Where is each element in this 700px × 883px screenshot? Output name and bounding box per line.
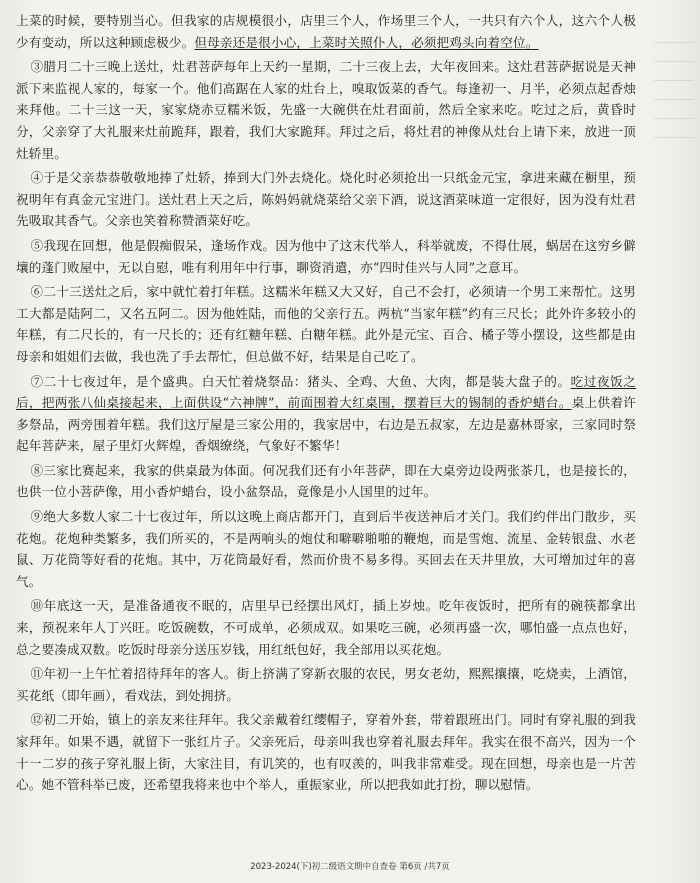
article-body xyxy=(16,10,636,796)
paragraph-text: ⑤我现在回想，他是假痴假呆，逢场作戏。因为他中了这末代举人，科举就废，不得仕展，蜗居在这穷乡僻壤的蓬门败屋中，无以自慰，唯有利用年中行事，聊资消遣，亦“四时佳兴与人同”之意耳。 xyxy=(16,237,636,275)
paragraph-p10 xyxy=(16,595,636,660)
paragraph-p8 xyxy=(16,460,636,503)
paragraph-p5 xyxy=(16,235,636,278)
paragraph-text: ③腊月二十三晚上送灶，灶君菩萨每年上天约一星期，二十三夜上去，大年夜回来。这灶君菩萨据说是天神派下来监视人家的，每家一个。他们高踞在人家的灶台上，嗅取饭菜的香气。每逢初一、月半，必须点起香烛来拜他。二十三这一天，家家烧赤豆糯米饭，先盛一大碗供在灶君面前，然后全家来吃。吃过之后，黄昏时分，父亲穿了大礼服来灶前跪拜，跟着，我们大家跪拜。拜过之后，将灶君的神像从灶台上请下来，放进一顶灶轿里。 xyxy=(16,59,636,161)
paragraph-p6 xyxy=(16,281,636,367)
underlined-sentence: 但母亲还是很小心，上菜时关照仆人，必须把鸡头向着空位。 xyxy=(194,34,539,50)
underlined-sentence: 吃过夜饭之后，把两张八仙桌接起来，上面供设“六神牌”，前面围着大红桌围，摆着巨大的锡制的香炉蜡台。 xyxy=(16,373,636,411)
paragraph-p11 xyxy=(16,663,636,706)
paragraph-text: ⑨绝大多数人家二十七夜过年，所以这晚上商店都开门，直到后半夜送神后才关门。我们约伴出门散步，买花炮。花炮种类繁多，我们所买的，不是两响头的炮仗和噼噼啪啪的鞭炮，而是雪炮、流星、金转银盘、水老鼠、万花筒等好看的花炮。其中，万花筒最好看，然而价贵不易多得。买回去在天井里放，大可增加过年的喜气。 xyxy=(16,509,636,589)
paragraph-text: ⑥二十三送灶之后，家中就忙着打年糕。这糯米年糕又大又好，自己不会打，必须请一个男工来帮忙。这男工大都是陆阿二，又名五阿二。因为他姓陆，而他的父亲行五。两杭“当家年糕”约有三尺长；此外许多较小的年糕，有二尺长的，有一尺长的；还有红糖年糕、白糖年糕。此外是元宝、百合、橘子等小摆设，这些都是由母亲和姐姐们去做，我也洗了手去帮忙，但总做不好，结果是自己吃了。 xyxy=(16,284,636,364)
paragraph-text: ⑫初二开始，镇上的亲友来往拜年。我父亲戴着红缨帽子，穿着外套，带着跟班出门。同时有穿礼服的到我家拜年。如果不遇，就留下一张红片子。父亲死后，母亲叫我也穿着礼服去拜年。我实在很不高兴，因为一个十一二岁的孩子穿礼服上街，大家注目，有讥笑的，也有叹羡的，叫我非常难受。现在回想，母亲也是一片苦心。她不管科举已废，还希望我将来也中个举人，重振家业，所以把我如此打扮，聊以慰情。 xyxy=(16,712,636,793)
paragraph-text: 桌上供着许多祭品，两旁围着年糕。我们这厅屋是三家公用的，我家居中，右边是五叔家，左边是嘉林哥家，三家同时祭起年菩萨来，屋子里灯火辉煌，香烟缭绕，气象好不繁华！ xyxy=(16,395,636,454)
paragraph-p3 xyxy=(16,56,636,164)
paragraph-text: ④于是父亲恭恭敬敬地捧了灶轿，捧到大门外去烧化。烧化时必须抢出一只纸金元宝，拿进来藏在橱里，预祝明年有真金元宝进门。送灶君上天之后，陈妈妈就烧菜给父亲下酒，说这酒菜味道一定很好，因为没有灶君先吸取其香气。父亲也笑着称赞酒菜好吃。 xyxy=(16,170,636,229)
paragraph-p9 xyxy=(16,506,636,592)
paragraph-text: ⑦二十七夜过年，是个盛典。白天忙着烧祭品：猪头、全鸡、大鱼、大肉，都是装大盘子的。 xyxy=(30,373,571,389)
paragraph-text: 上菜的时候，要特别当心。但我家的店规模很小，店里三个人，作场里三个人，一共只有六个人，这六个人极少有变动，所以这种顾虑极少。 xyxy=(16,13,636,50)
page-edge-bleed xyxy=(654,24,694,144)
paragraph-p12 xyxy=(16,709,636,795)
paragraph-text: ⑧三家比赛起来，我家的供桌最为体面。何况我们还有小年菩萨，即在大桌旁边设两张茶几，也是接长的，也供一位小菩萨像，用小香炉蜡台，设小盆祭品，竟像是小人国里的过年。 xyxy=(16,462,636,500)
paragraph-p0 xyxy=(16,10,636,53)
paragraph-text: ⑩年底这一天，是准备通夜不眠的，店里早已经摆出风灯，插上岁烛。吃年夜饭时，把所有的碗筷都拿出来，预祝来年人丁兴旺。吃饭碗数，不可成单，必须成双。如果吃三碗，必须再盛一次，哪怕盛一点点也好，总之要凑成双数。吃饭时母亲分送压岁钱，用红纸包好，我全部用以买花炮。 xyxy=(16,598,636,657)
paragraph-p7 xyxy=(16,371,636,457)
paragraph-text: ⑪年初一上午忙着招待拜年的客人。街上挤满了穿新衣服的农民，男女老幼，熙熙攘攘，吃烧卖，上酒馆，买花纸（即年画），看戏法，到处拥挤。 xyxy=(16,666,636,703)
paragraph-p4 xyxy=(16,167,636,232)
page-footer: 2023-2024(下)初二级语文期中自查卷 第6页 /共7页 xyxy=(250,862,450,872)
